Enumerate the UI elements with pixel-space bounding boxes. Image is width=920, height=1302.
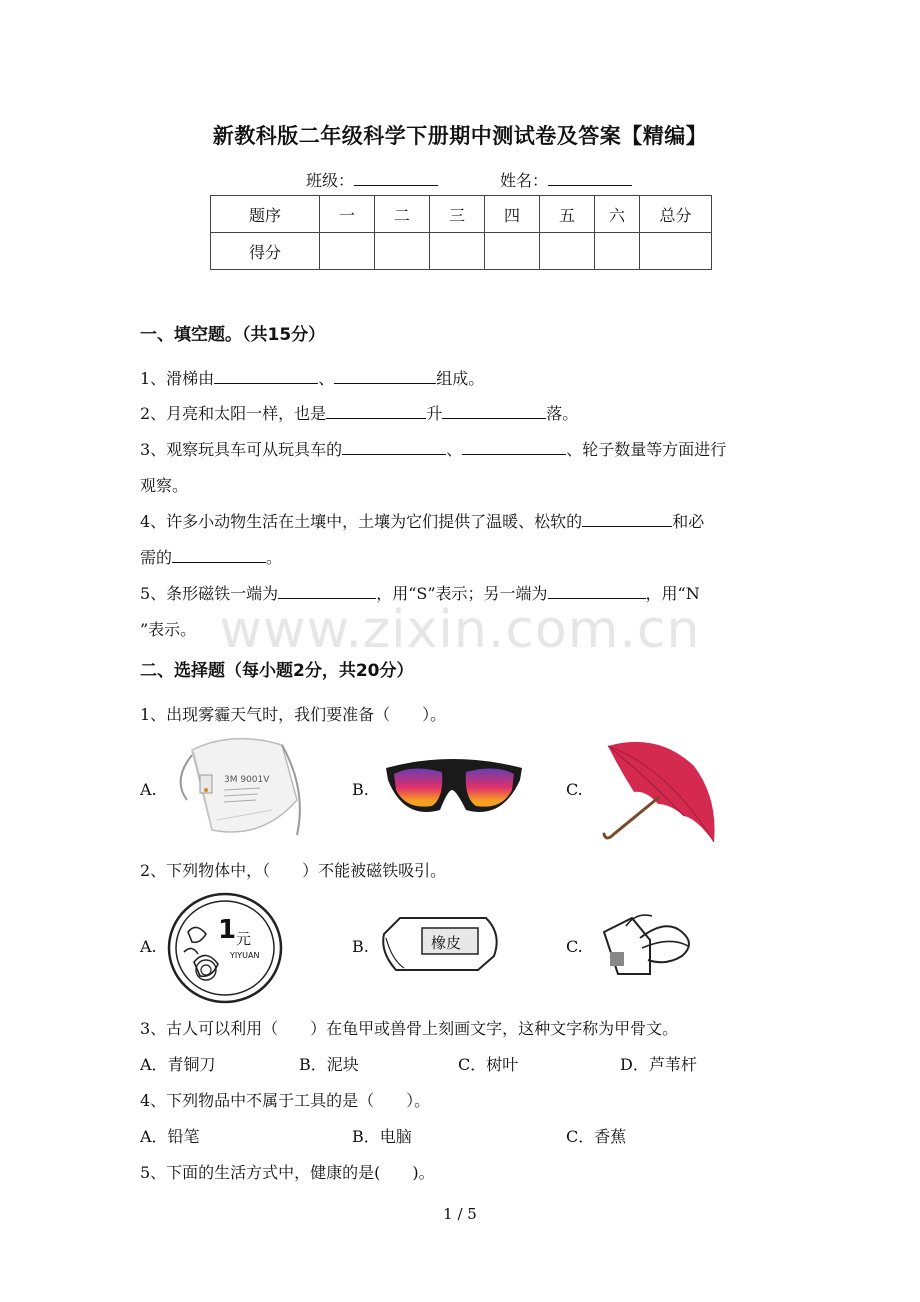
q-text: 。 — [266, 548, 283, 567]
q-text: 、 — [318, 369, 335, 388]
score-cell[interactable] — [320, 233, 375, 270]
score-header-cell: 五 — [540, 196, 595, 233]
document-title: 新教科版二年级科学下册期中测试卷及答案【精编】 — [212, 124, 708, 148]
option-d[interactable]: D．芦苇杆 — [620, 1055, 697, 1074]
answer-blank[interactable] — [548, 584, 646, 599]
score-header-cell: 总分 — [640, 196, 712, 233]
q-text: 组成。 — [436, 369, 485, 388]
name-blank[interactable] — [548, 171, 632, 186]
answer-blank[interactable] — [334, 369, 436, 384]
mask-image[interactable] — [172, 730, 317, 845]
section1-heading: 一、填空题。（共15分） — [140, 325, 326, 345]
option-c[interactable]: C．树叶 — [458, 1055, 519, 1074]
option-b[interactable]: B．泥块 — [299, 1055, 359, 1074]
score-cell[interactable] — [540, 233, 595, 270]
umbrella-image[interactable] — [598, 738, 722, 846]
option-a[interactable]: A．青铜刀 — [140, 1055, 216, 1074]
class-label: 班级： — [306, 171, 355, 190]
score-header-cell: 四 — [485, 196, 540, 233]
section2-heading: 二、选择题（每小题2分，共20分） — [140, 661, 414, 681]
score-header-cell: 六 — [595, 196, 640, 233]
q-text: 2、月亮和太阳一样，也是 — [140, 404, 327, 423]
option-c-label[interactable]: C. — [566, 780, 583, 799]
answer-blank[interactable] — [342, 440, 446, 455]
option-b-label[interactable]: B. — [352, 937, 369, 956]
q-text: 升 — [426, 404, 443, 423]
s1-question-1 — [140, 366, 484, 389]
q-text: 、 — [446, 440, 463, 459]
s1-question-5 — [140, 581, 700, 604]
binder-clip-image[interactable] — [596, 908, 700, 980]
class-field — [306, 168, 438, 191]
score-cell[interactable] — [375, 233, 430, 270]
answer-blank[interactable] — [582, 512, 672, 527]
option-a-label[interactable]: A. — [140, 937, 157, 956]
score-header-cell: 一 — [320, 196, 375, 233]
s2-question-5: 5、下面的生活方式中，健康的是( )。 — [140, 1163, 435, 1182]
q-text: 需的 — [140, 548, 173, 567]
score-table-header-row — [211, 196, 712, 233]
s2-question-3: 3、古人可以利用（ ）在龟甲或兽骨上刻画文字，这种文字称为甲骨文。 — [140, 1019, 679, 1038]
s1-question-4 — [140, 509, 704, 532]
option-a[interactable]: A．铅笔 — [140, 1127, 200, 1146]
q-text: 落。 — [546, 404, 579, 423]
s1-question-3-cont: 观察。 — [140, 476, 189, 495]
s1-question-5-cont: ”表示。 — [140, 620, 197, 639]
s2-question-1: 1、出现雾霾天气时，我们要准备（ ）。 — [140, 705, 447, 724]
watermark: www.zixin.com.cn — [219, 600, 701, 660]
score-header-cell: 题序 — [211, 196, 320, 233]
answer-blank[interactable] — [326, 404, 426, 419]
name-field — [500, 168, 632, 191]
q-text: 5、条形磁铁一端为 — [140, 584, 279, 603]
coin-value: 1 — [218, 915, 237, 945]
q-text: 1、滑梯由 — [140, 369, 215, 388]
score-cell[interactable] — [485, 233, 540, 270]
s1-question-3 — [140, 437, 726, 460]
q-text: 4、许多小动物生活在土壤中，土壤为它们提供了温暖、松软的 — [140, 512, 583, 531]
q-text: 3、观察玩具车可从玩具车的 — [140, 440, 343, 459]
mask-label: 3M 9001V — [224, 775, 270, 785]
score-cell[interactable] — [430, 233, 485, 270]
score-header-cell: 三 — [430, 196, 485, 233]
score-cell[interactable] — [595, 233, 640, 270]
s2-question-2: 2、下列物体中，（ ）不能被磁铁吸引。 — [140, 861, 447, 880]
coin-text: YIYUAN — [230, 951, 260, 960]
s1-question-2 — [140, 401, 578, 424]
coin-image[interactable] — [166, 892, 284, 1004]
answer-blank[interactable] — [442, 404, 546, 419]
score-header-cell: 二 — [375, 196, 430, 233]
sunglasses-image[interactable] — [382, 750, 526, 830]
answer-blank[interactable] — [278, 584, 376, 599]
page-number: 1 / 5 — [443, 1205, 477, 1223]
q-text: ，用“S”表示；另一端为 — [376, 584, 548, 603]
answer-blank[interactable] — [172, 548, 266, 563]
eraser-image[interactable] — [378, 912, 504, 976]
q-text: ，用“N — [645, 584, 700, 603]
option-b-label[interactable]: B. — [352, 780, 369, 799]
score-cell[interactable] — [640, 233, 712, 270]
option-c[interactable]: C．香蕉 — [566, 1127, 627, 1146]
q-text: 、轮子数量等方面进行 — [566, 440, 727, 459]
q-text: 和必 — [672, 512, 705, 531]
answer-blank[interactable] — [462, 440, 566, 455]
s2-question-4: 4、下列物品中不属于工具的是（ ）。 — [140, 1091, 431, 1110]
option-b[interactable]: B．电脑 — [352, 1127, 412, 1146]
coin-unit: 元 — [236, 930, 252, 948]
score-table — [210, 195, 712, 270]
s1-question-4-cont — [140, 545, 282, 568]
answer-blank[interactable] — [214, 369, 318, 384]
score-table-score-row — [211, 233, 712, 270]
score-row-label: 得分 — [211, 233, 320, 270]
option-c-label[interactable]: C. — [566, 937, 583, 956]
eraser-label: 橡皮 — [431, 934, 462, 952]
class-blank[interactable] — [354, 171, 438, 186]
name-label: 姓名： — [500, 171, 549, 190]
option-a-label[interactable]: A. — [140, 780, 157, 799]
